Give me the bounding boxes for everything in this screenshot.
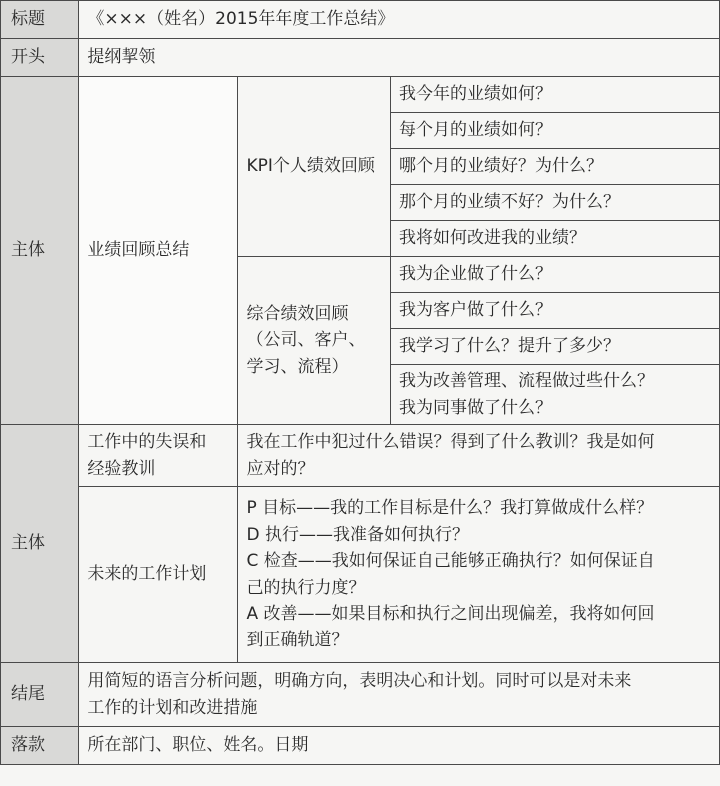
signature-value: 所在部门、职位、姓名。日期 (79, 727, 720, 765)
future-plan-text (238, 487, 720, 663)
pdca-act-line: A 改善——如果目标和执行之间出现偏差，我将如何回 (246, 603, 655, 624)
row-mistakes (1, 425, 720, 487)
label-signature: 落款 (1, 727, 79, 765)
pdca-check-line: C 检查——我如何保证自己能够正确执行？如何保证自 (246, 551, 655, 572)
mistakes-text-line: 我在工作中犯过什么错误？得到了什么教训？我是如何 (246, 432, 655, 453)
row-opening (1, 39, 720, 77)
future-plan-name: 未来的工作计划 (79, 487, 238, 663)
label-opening: 开头 (1, 39, 79, 77)
comprehensive-name-line: 综合绩效回顾 (246, 303, 349, 324)
label-title: 标题 (1, 1, 79, 39)
mistakes-name (79, 425, 238, 487)
mistakes-name-line: 工作中的失误和 (87, 432, 207, 453)
kpi-question: 我今年的业绩如何？ (390, 77, 719, 113)
mistakes-text-line: 应对的？ (246, 458, 315, 479)
pdca-do-line: D 执行——我准备如何执行？ (246, 524, 469, 545)
comprehensive-name-line: 学习、流程） (246, 356, 349, 377)
comprehensive-name-line: （公司、客户、 (246, 330, 366, 351)
ending-text-line: 工作的计划和改进措施 (87, 697, 258, 718)
pdca-act-line: 到正确轨道？ (246, 630, 349, 651)
pdca-plan-line: P 目标——我的工作目标是什么？我打算做成什么样？ (246, 498, 654, 519)
mistakes-name-line: 经验教训 (87, 458, 156, 479)
row-signature (1, 727, 720, 765)
label-body-2: 主体 (1, 425, 79, 663)
comprehensive-question-line: 我为同事做了什么？ (398, 397, 552, 418)
comprehensive-review-name (238, 257, 391, 425)
row-title (1, 1, 720, 39)
comprehensive-question-line: 我为改善管理、流程做过些什么？ (398, 371, 654, 392)
title-value: 《×××（姓名）2015年年度工作总结》 (79, 1, 720, 39)
kpi-question: 哪个月的业绩好？为什么？ (390, 149, 719, 185)
pdca-check-line: 己的执行力度？ (246, 577, 366, 598)
label-body-1: 主体 (1, 77, 79, 425)
kpi-review-name: KPI个人绩效回顾 (238, 77, 391, 257)
comprehensive-question: 我为客户做了什么？ (390, 293, 719, 329)
section-performance-review: 业绩回顾总结 (79, 77, 238, 425)
ending-text (79, 663, 720, 727)
comprehensive-question: 我学习了什么？提升了多少？ (390, 329, 719, 365)
row-ending (1, 663, 720, 727)
kpi-question: 我将如何改进我的业绩？ (390, 221, 719, 257)
row-kpi-q1 (1, 77, 720, 113)
row-future-plan (1, 487, 720, 663)
mistakes-text (238, 425, 720, 487)
opening-value: 提纲挈领 (79, 39, 720, 77)
kpi-question: 每个月的业绩如何？ (390, 113, 719, 149)
kpi-question: 那个月的业绩不好？为什么？ (390, 185, 719, 221)
comprehensive-question: 我为企业做了什么？ (390, 257, 719, 293)
label-ending: 结尾 (1, 663, 79, 727)
comprehensive-question (390, 365, 719, 425)
ending-text-line: 用简短的语言分析问题，明确方向，表明决心和计划。同时可以是对未来 (87, 671, 632, 692)
